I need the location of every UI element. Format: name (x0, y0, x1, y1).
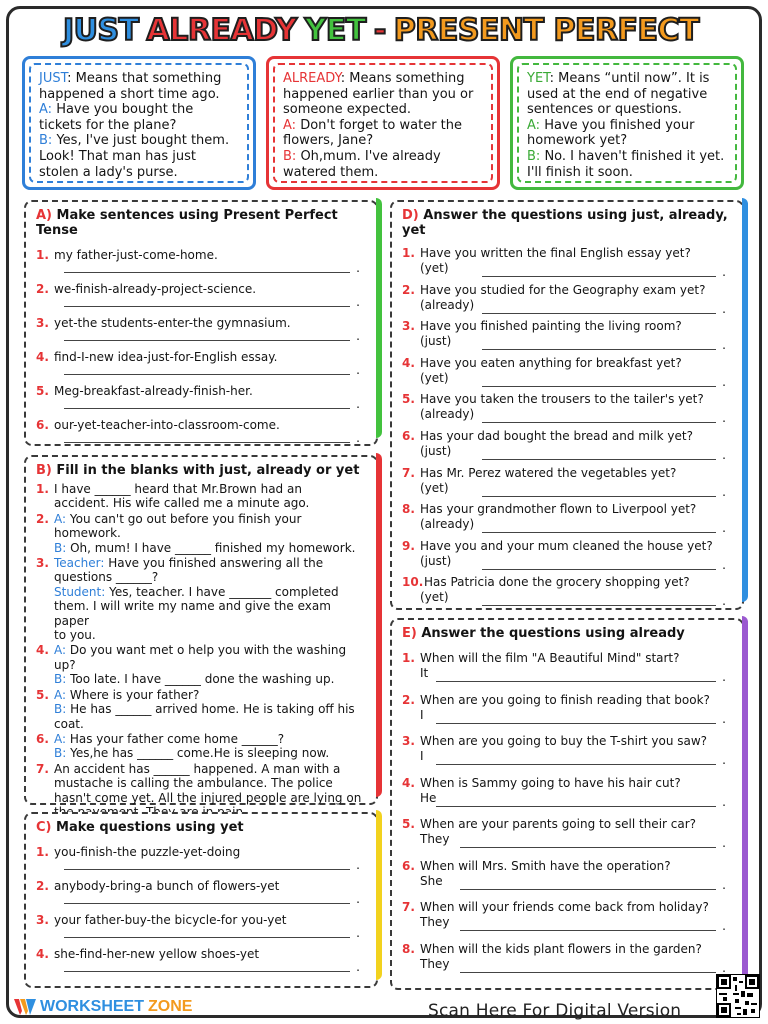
line-period: . (722, 670, 726, 684)
item-number: 1. (402, 651, 415, 665)
item-body (54, 643, 366, 686)
item-number: 7. (36, 761, 49, 776)
item-line: I have ______ heard that Mr.Brown had an (54, 482, 302, 496)
item-number: 2. (36, 879, 49, 893)
question-item (402, 651, 732, 693)
answer-hint: (yet) (420, 590, 449, 605)
section-e-title (402, 626, 732, 641)
item-number: 3. (36, 316, 49, 330)
answer-hint: She (420, 873, 443, 888)
line-period: . (356, 363, 360, 377)
question-item (402, 319, 732, 356)
def-just-keyword: JUST (39, 71, 68, 86)
item-number: 4. (36, 947, 49, 961)
question-text: Have you written the final English essay yet? (420, 246, 691, 260)
question-text: Have you eaten anything for breakfast yet? (420, 355, 682, 370)
title-present-perfect: PRESENT PERFECT (393, 12, 700, 48)
answer-line[interactable] (460, 889, 716, 890)
def-yet-a-text: Have you finished your homework yet? (527, 117, 695, 149)
section-e-title-text: Answer the questions using already (421, 626, 685, 641)
item-number: 6. (36, 731, 49, 746)
exercise-item (36, 482, 366, 511)
question-item (402, 817, 732, 859)
logo-zone: ZONE (148, 998, 193, 1015)
exercise-item (36, 643, 366, 686)
item-number: 3. (402, 319, 415, 334)
line-period: . (722, 448, 726, 462)
answer-line[interactable] (64, 937, 350, 938)
item-number: 8. (402, 941, 415, 956)
line-period: . (722, 557, 726, 572)
item-number: 6. (402, 858, 415, 873)
answer-hint: I (420, 749, 424, 763)
item-number: 7. (402, 465, 415, 480)
answer-hint: He (420, 790, 437, 805)
item-number: 2. (36, 511, 49, 526)
def-already-b-label: B: (283, 148, 297, 164)
exercise-item (36, 350, 366, 384)
answer-line[interactable] (64, 272, 350, 273)
def-just-b-text: Yes, I've just bought them. Look! That man has just stolen a lady's purse. (39, 133, 230, 180)
question-text: Have you and your mum cleaned the house yet? (420, 538, 713, 553)
item-line: coat. (54, 716, 84, 731)
item-number: 9. (402, 538, 415, 553)
answer-line[interactable] (482, 569, 716, 570)
item-number: 4. (36, 350, 49, 364)
exercise-item (36, 556, 366, 642)
answer-line[interactable] (482, 532, 716, 533)
definition-already-box (266, 56, 500, 190)
logo-w-icon (14, 997, 36, 1017)
exercise-item (36, 688, 366, 731)
title-just: JUST (62, 12, 139, 48)
answer-line[interactable] (482, 605, 716, 606)
answer-hint: (yet) (420, 261, 449, 275)
line-period: . (356, 431, 360, 445)
line-period: . (722, 411, 726, 426)
speaker-label: B: (54, 672, 67, 687)
item-number: 4. (402, 775, 415, 790)
answer-line[interactable] (64, 903, 350, 904)
item-number: 4. (36, 643, 49, 658)
item-number: 3. (36, 556, 49, 571)
speaker-label: Student: (54, 584, 106, 599)
section-a-title (36, 208, 366, 238)
answer-line[interactable] (64, 340, 350, 341)
item-line: Teacher: Have you finished answering all the (54, 556, 324, 571)
item-line: Student: Yes, teacher. I have _______ completed (54, 584, 339, 599)
item-number: 5. (402, 392, 415, 407)
item-prompt: find-I-new idea-just-for-English essay. (54, 350, 278, 364)
speaker-label: B: (54, 746, 67, 761)
def-just-a-label: A: (39, 102, 53, 118)
def-already-a-text: Don't forget to water the flowers, Jane? (283, 117, 463, 149)
item-line: mustache is calling the ambulance. The police (54, 776, 333, 791)
question-text: Has your grandmother flown to Liverpool yet? (420, 502, 697, 517)
line-period: . (722, 374, 726, 389)
item-body (54, 482, 309, 511)
item-body (54, 732, 329, 761)
exercise-item (36, 384, 366, 418)
section-b (24, 455, 378, 805)
answer-line[interactable] (436, 723, 716, 724)
item-body (54, 512, 355, 555)
question-item (402, 539, 732, 576)
question-item (402, 942, 732, 984)
item-body (54, 556, 366, 642)
answer-line[interactable] (64, 971, 350, 972)
line-period: . (722, 794, 726, 809)
line-period: . (722, 753, 726, 767)
line-period: . (722, 877, 726, 892)
item-number: 2. (36, 282, 49, 296)
line-period: . (722, 594, 726, 609)
answer-hint: They (420, 915, 450, 929)
def-already-keyword: ALREADY (283, 71, 341, 86)
item-prompt: my father-just-come-home. (54, 248, 218, 262)
speaker-label: A: (54, 687, 67, 702)
def-already-b-text: Oh,mum. I've already watered them. (283, 148, 441, 180)
line-period: . (722, 521, 726, 536)
item-number: 1. (36, 482, 49, 496)
def-just-a-text: Have you bought the tickets for the plane? (39, 102, 194, 133)
def-yet-a-label: A: (527, 117, 541, 133)
section-c (24, 812, 378, 988)
exercise-item (36, 879, 366, 913)
section-a-letter: A) (36, 208, 53, 223)
exercise-item (36, 947, 366, 981)
line-period: . (356, 926, 360, 940)
definition-yet-box (510, 56, 744, 190)
question-text: When will the kids plant flowers in the garden? (420, 941, 702, 956)
item-line: homework. (54, 526, 121, 541)
speaker-label: A: (54, 731, 67, 746)
question-text: Have you taken the trousers to the tailer's yet? (420, 392, 704, 407)
title-already: ALREADY (146, 12, 297, 48)
section-e (390, 618, 744, 990)
item-number: 5. (36, 384, 49, 398)
section-d-title-text: Answer the questions using just, already, yet (402, 208, 728, 238)
item-line: B: Too late. I have ______ done the washing up. (54, 672, 335, 687)
answer-line[interactable] (436, 764, 716, 765)
answer-line[interactable] (436, 681, 716, 682)
answer-hint: They (420, 956, 450, 971)
item-line: them. I will write my name and give the exam paper (54, 599, 331, 628)
item-prompt: your father-buy-the bicycle-for you-yet (54, 913, 287, 927)
def-yet-b-text: No. I haven't finished it yet. I'll finish it soon. (527, 148, 725, 180)
item-number: 1. (36, 248, 49, 262)
line-period: . (356, 261, 360, 275)
item-line: B: Oh, mum! I have ______ finished my homework. (54, 540, 356, 555)
answer-line[interactable] (64, 408, 350, 409)
scan-text: Scan Here For Digital Version (428, 1001, 682, 1021)
exercise-item (36, 845, 366, 879)
item-number: 7. (402, 900, 415, 914)
worksheetzone-logo[interactable] (14, 996, 192, 1018)
answer-hint: They (420, 832, 450, 846)
question-item (402, 429, 732, 466)
answer-line[interactable] (460, 930, 716, 931)
section-c-title (36, 820, 366, 835)
question-text: Have you finished painting the living room? (420, 319, 682, 334)
exercise-item (36, 732, 366, 761)
item-prompt: Meg-breakfast-already-finish-her. (54, 384, 253, 398)
item-line: accident. His wife called me a minute ago. (54, 496, 310, 511)
item-number: 1. (36, 845, 49, 859)
section-d-title (402, 208, 732, 238)
line-period: . (722, 836, 726, 850)
speaker-label: B: (54, 540, 67, 555)
question-item (402, 900, 732, 942)
speaker-label: A: (54, 511, 67, 526)
question-text: When are your parents going to sell their car? (420, 817, 697, 831)
question-text: Has your dad bought the bread and milk yet? (420, 429, 693, 443)
qr-code-icon[interactable] (716, 974, 760, 1018)
question-item (402, 392, 732, 429)
section-a-title-text: Make sentences using Present Perfect Tense (36, 208, 338, 238)
line-period: . (722, 301, 726, 316)
question-text: Has Patricia done the grocery shopping yet? (424, 575, 690, 590)
item-prompt: she-find-her-new yellow shoes-yet (54, 947, 260, 961)
def-already-meaning: : Means something happened earlier than you or someone expected. (283, 71, 474, 118)
line-period: . (722, 265, 726, 279)
item-number: 10. (402, 575, 424, 590)
question-item (402, 859, 732, 901)
section-c-letter: C) (36, 820, 52, 835)
section-c-title-text: Make questions using yet (56, 820, 244, 835)
answer-line[interactable] (482, 459, 716, 460)
item-prompt: our-yet-teacher-into-classroom-come. (54, 418, 280, 432)
item-line: A: Has your father come home ______? (54, 731, 285, 746)
section-b-letter: B) (36, 463, 52, 478)
page-title (12, 8, 750, 52)
item-line: A: Do you want met o help you with the washing up? (54, 643, 347, 672)
def-yet-keyword: YET (527, 71, 550, 86)
item-number: 3. (402, 734, 415, 748)
item-line: to you. (54, 628, 96, 643)
question-item (402, 575, 732, 612)
definition-just-box (22, 56, 256, 190)
answer-hint: (already) (420, 407, 475, 422)
answer-hint: (already) (420, 297, 475, 312)
item-prompt: yet-the students-enter-the gymnasium. (54, 316, 291, 330)
item-number: 6. (402, 429, 415, 443)
question-text: Has Mr. Perez watered the vegetables yet? (420, 465, 677, 480)
item-line: B: Yes,he has ______ come.He is sleeping now. (54, 746, 330, 761)
question-item (402, 693, 732, 735)
answer-line[interactable] (64, 306, 350, 307)
question-text: When are you going to buy the T-shirt you saw? (420, 734, 708, 748)
item-number: 5. (36, 687, 49, 702)
item-number: 3. (36, 913, 49, 927)
exercise-item (36, 512, 366, 555)
def-yet-b-label: B: (527, 148, 541, 164)
item-body (54, 688, 355, 731)
line-period: . (356, 397, 360, 411)
answer-hint: (just) (420, 444, 452, 458)
line-period: . (356, 858, 360, 872)
exercise-item (36, 316, 366, 350)
answer-hint: (yet) (420, 370, 449, 385)
speaker-label: A: (54, 643, 67, 658)
answer-hint: (yet) (420, 480, 449, 495)
answer-line[interactable] (460, 972, 716, 973)
line-period: . (356, 295, 360, 309)
section-b-title-text: Fill in the blanks with just, already or yet (56, 463, 360, 478)
item-line: questions ______? (54, 570, 159, 585)
answer-line[interactable] (482, 386, 716, 387)
section-e-letter: E) (402, 626, 417, 641)
line-period: . (722, 960, 726, 975)
def-yet-meaning: : Means “until now”. It is used at the end of negative sentences or questions. (527, 71, 710, 118)
answer-line[interactable] (482, 496, 716, 497)
answer-line[interactable] (64, 869, 350, 870)
section-d (390, 200, 744, 610)
answer-hint: I (420, 707, 424, 722)
exercise-item (36, 762, 366, 820)
line-period: . (356, 892, 360, 906)
item-line: B: He has ______ arrived home. He is taking off his (54, 702, 355, 717)
answer-line[interactable] (482, 276, 716, 277)
speaker-label: B: (54, 702, 67, 717)
item-number: 5. (402, 817, 415, 831)
item-number: 8. (402, 502, 415, 517)
answer-line[interactable] (436, 806, 716, 807)
item-line: hasn't come yet. All the injured people are lying on (54, 790, 362, 805)
item-prompt: anybody-bring-a bunch of flowers-yet (54, 879, 280, 893)
item-line: A: You can't go out before you finish your (54, 511, 302, 526)
answer-line[interactable] (482, 313, 716, 314)
answer-hint: (already) (420, 517, 475, 532)
question-item (402, 283, 732, 320)
exercise-item (36, 913, 366, 947)
def-just-meaning: : Means that something happened a short time ago. (39, 71, 222, 102)
item-prompt: you-finish-the puzzle-yet-doing (54, 845, 241, 859)
question-item (402, 466, 732, 503)
answer-line[interactable] (460, 847, 716, 848)
item-body (54, 762, 361, 820)
item-prompt: we-finish-already-project-science. (54, 282, 257, 296)
item-number: 4. (402, 355, 415, 370)
question-item (402, 734, 732, 776)
answer-line[interactable] (482, 422, 716, 423)
speaker-label: Teacher: (54, 556, 105, 571)
line-period: . (356, 960, 360, 974)
title-yet: YET (304, 12, 366, 48)
line-period: . (356, 329, 360, 343)
question-item (402, 356, 732, 393)
question-text: When will the film "A Beautiful Mind" start? (420, 651, 680, 665)
exercise-item (36, 418, 366, 452)
question-text: When will your friends come back from holiday? (420, 900, 709, 914)
question-text: When is Sammy going to have his hair cut? (420, 775, 681, 790)
item-line: A: Where is your father? (54, 687, 200, 702)
exercise-item (36, 282, 366, 316)
item-number: 1. (402, 246, 415, 260)
line-period: . (722, 484, 726, 499)
def-already-a-label: A: (283, 117, 297, 133)
item-number: 2. (402, 282, 415, 297)
section-d-letter: D) (402, 208, 419, 223)
answer-hint: It (420, 666, 429, 680)
def-just-b-label: B: (39, 133, 53, 149)
logo-worksheet: WORKSHEET (40, 998, 144, 1015)
line-period: . (722, 711, 726, 726)
question-text: When will Mrs. Smith have the operation? (420, 858, 671, 873)
section-a (24, 200, 378, 446)
question-item (402, 776, 732, 818)
answer-hint: (just) (420, 334, 452, 349)
item-number: 6. (36, 418, 49, 432)
answer-hint: (just) (420, 553, 452, 568)
question-text: Have you studied for the Geography exam yet? (420, 282, 706, 297)
section-b-title (36, 463, 366, 478)
exercise-item (36, 248, 366, 282)
answer-line[interactable] (482, 349, 716, 350)
title-dash: - (373, 12, 386, 48)
question-item (402, 502, 732, 539)
answer-line[interactable] (64, 442, 350, 443)
question-text: When are you going to finish reading that book? (420, 692, 710, 707)
item-number: 2. (402, 692, 415, 707)
answer-line[interactable] (64, 374, 350, 375)
line-period: . (722, 338, 726, 353)
line-period: . (722, 919, 726, 933)
question-item (402, 246, 732, 283)
item-line: An accident has ______ happened. A man with a (54, 761, 341, 776)
